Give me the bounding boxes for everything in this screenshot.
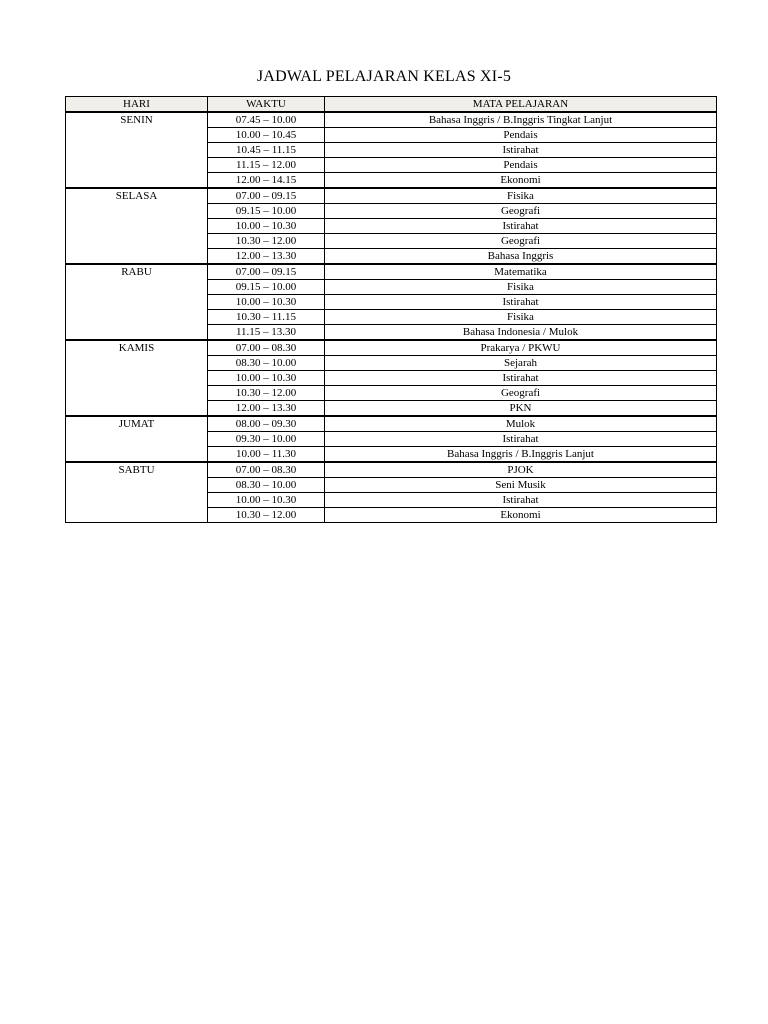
time-cell: 11.15 – 12.00 bbox=[208, 158, 325, 173]
time-cell: 09.15 – 10.00 bbox=[208, 204, 325, 219]
subject-cell: Fisika bbox=[325, 188, 717, 204]
time-cell: 10.00 – 10.30 bbox=[208, 219, 325, 234]
time-cell: 12.00 – 13.30 bbox=[208, 249, 325, 265]
table-row bbox=[66, 462, 717, 478]
day-cell: KAMIS bbox=[66, 340, 208, 416]
subject-cell: Bahasa Indonesia / Mulok bbox=[325, 325, 717, 341]
time-cell: 10.30 – 12.00 bbox=[208, 508, 325, 523]
subject-cell: Bahasa Inggris bbox=[325, 249, 717, 265]
time-cell: 07.00 – 09.15 bbox=[208, 264, 325, 280]
page-title: JADWAL PELAJARAN KELAS XI-5 bbox=[256, 68, 512, 85]
time-cell: 08.30 – 10.00 bbox=[208, 356, 325, 371]
subject-cell: Seni Musik bbox=[325, 478, 717, 493]
header-subject: MATA PELAJARAN bbox=[325, 97, 717, 113]
time-cell: 08.30 – 10.00 bbox=[208, 478, 325, 493]
time-cell: 12.00 – 13.30 bbox=[208, 401, 325, 417]
day-cell: SELASA bbox=[66, 188, 208, 264]
subject-cell: PKN bbox=[325, 401, 717, 417]
time-cell: 10.30 – 12.00 bbox=[208, 386, 325, 401]
time-cell: 10.00 – 10.30 bbox=[208, 493, 325, 508]
schedule-body bbox=[66, 112, 717, 523]
header-time: WAKTU bbox=[208, 97, 325, 113]
table-row bbox=[66, 340, 717, 356]
time-cell: 10.00 – 11.30 bbox=[208, 447, 325, 463]
subject-cell: Mulok bbox=[325, 416, 717, 432]
time-cell: 11.15 – 13.30 bbox=[208, 325, 325, 341]
subject-cell: Istirahat bbox=[325, 371, 717, 386]
subject-cell: Pendais bbox=[325, 158, 717, 173]
time-cell: 07.00 – 08.30 bbox=[208, 462, 325, 478]
table-row bbox=[66, 264, 717, 280]
day-cell: RABU bbox=[66, 264, 208, 340]
subject-cell: Ekonomi bbox=[325, 173, 717, 189]
time-cell: 09.30 – 10.00 bbox=[208, 432, 325, 447]
time-cell: 07.45 – 10.00 bbox=[208, 112, 325, 128]
time-cell: 07.00 – 08.30 bbox=[208, 340, 325, 356]
time-cell: 12.00 – 14.15 bbox=[208, 173, 325, 189]
subject-cell: Matematika bbox=[325, 264, 717, 280]
subject-cell: Istirahat bbox=[325, 295, 717, 310]
table-row bbox=[66, 188, 717, 204]
table-row bbox=[66, 416, 717, 432]
subject-cell: Sejarah bbox=[325, 356, 717, 371]
time-cell: 10.30 – 12.00 bbox=[208, 234, 325, 249]
header-day: HARI bbox=[66, 97, 208, 113]
subject-cell: Istirahat bbox=[325, 493, 717, 508]
time-cell: 08.00 – 09.30 bbox=[208, 416, 325, 432]
day-cell: SABTU bbox=[66, 462, 208, 523]
subject-cell: Istirahat bbox=[325, 219, 717, 234]
time-cell: 10.00 – 10.45 bbox=[208, 128, 325, 143]
time-cell: 10.00 – 10.30 bbox=[208, 371, 325, 386]
subject-cell: PJOK bbox=[325, 462, 717, 478]
subject-cell: Ekonomi bbox=[325, 508, 717, 523]
subject-cell: Geografi bbox=[325, 386, 717, 401]
subject-cell: Bahasa Inggris / B.Inggris Lanjut bbox=[325, 447, 717, 463]
subject-cell: Geografi bbox=[325, 234, 717, 249]
schedule-table bbox=[65, 96, 717, 523]
subject-cell: Bahasa Inggris / B.Inggris Tingkat Lanjut bbox=[325, 112, 717, 128]
time-cell: 09.15 – 10.00 bbox=[208, 280, 325, 295]
day-cell: SENIN bbox=[66, 112, 208, 188]
time-cell: 07.00 – 09.15 bbox=[208, 188, 325, 204]
subject-cell: Fisika bbox=[325, 280, 717, 295]
subject-cell: Prakarya / PKWU bbox=[325, 340, 717, 356]
subject-cell: Istirahat bbox=[325, 432, 717, 447]
table-row bbox=[66, 112, 717, 128]
day-cell: JUMAT bbox=[66, 416, 208, 462]
subject-cell: Istirahat bbox=[325, 143, 717, 158]
time-cell: 10.00 – 10.30 bbox=[208, 295, 325, 310]
time-cell: 10.45 – 11.15 bbox=[208, 143, 325, 158]
subject-cell: Pendais bbox=[325, 128, 717, 143]
subject-cell: Geografi bbox=[325, 204, 717, 219]
time-cell: 10.30 – 11.15 bbox=[208, 310, 325, 325]
table-header-row bbox=[66, 97, 717, 113]
subject-cell: Fisika bbox=[325, 310, 717, 325]
